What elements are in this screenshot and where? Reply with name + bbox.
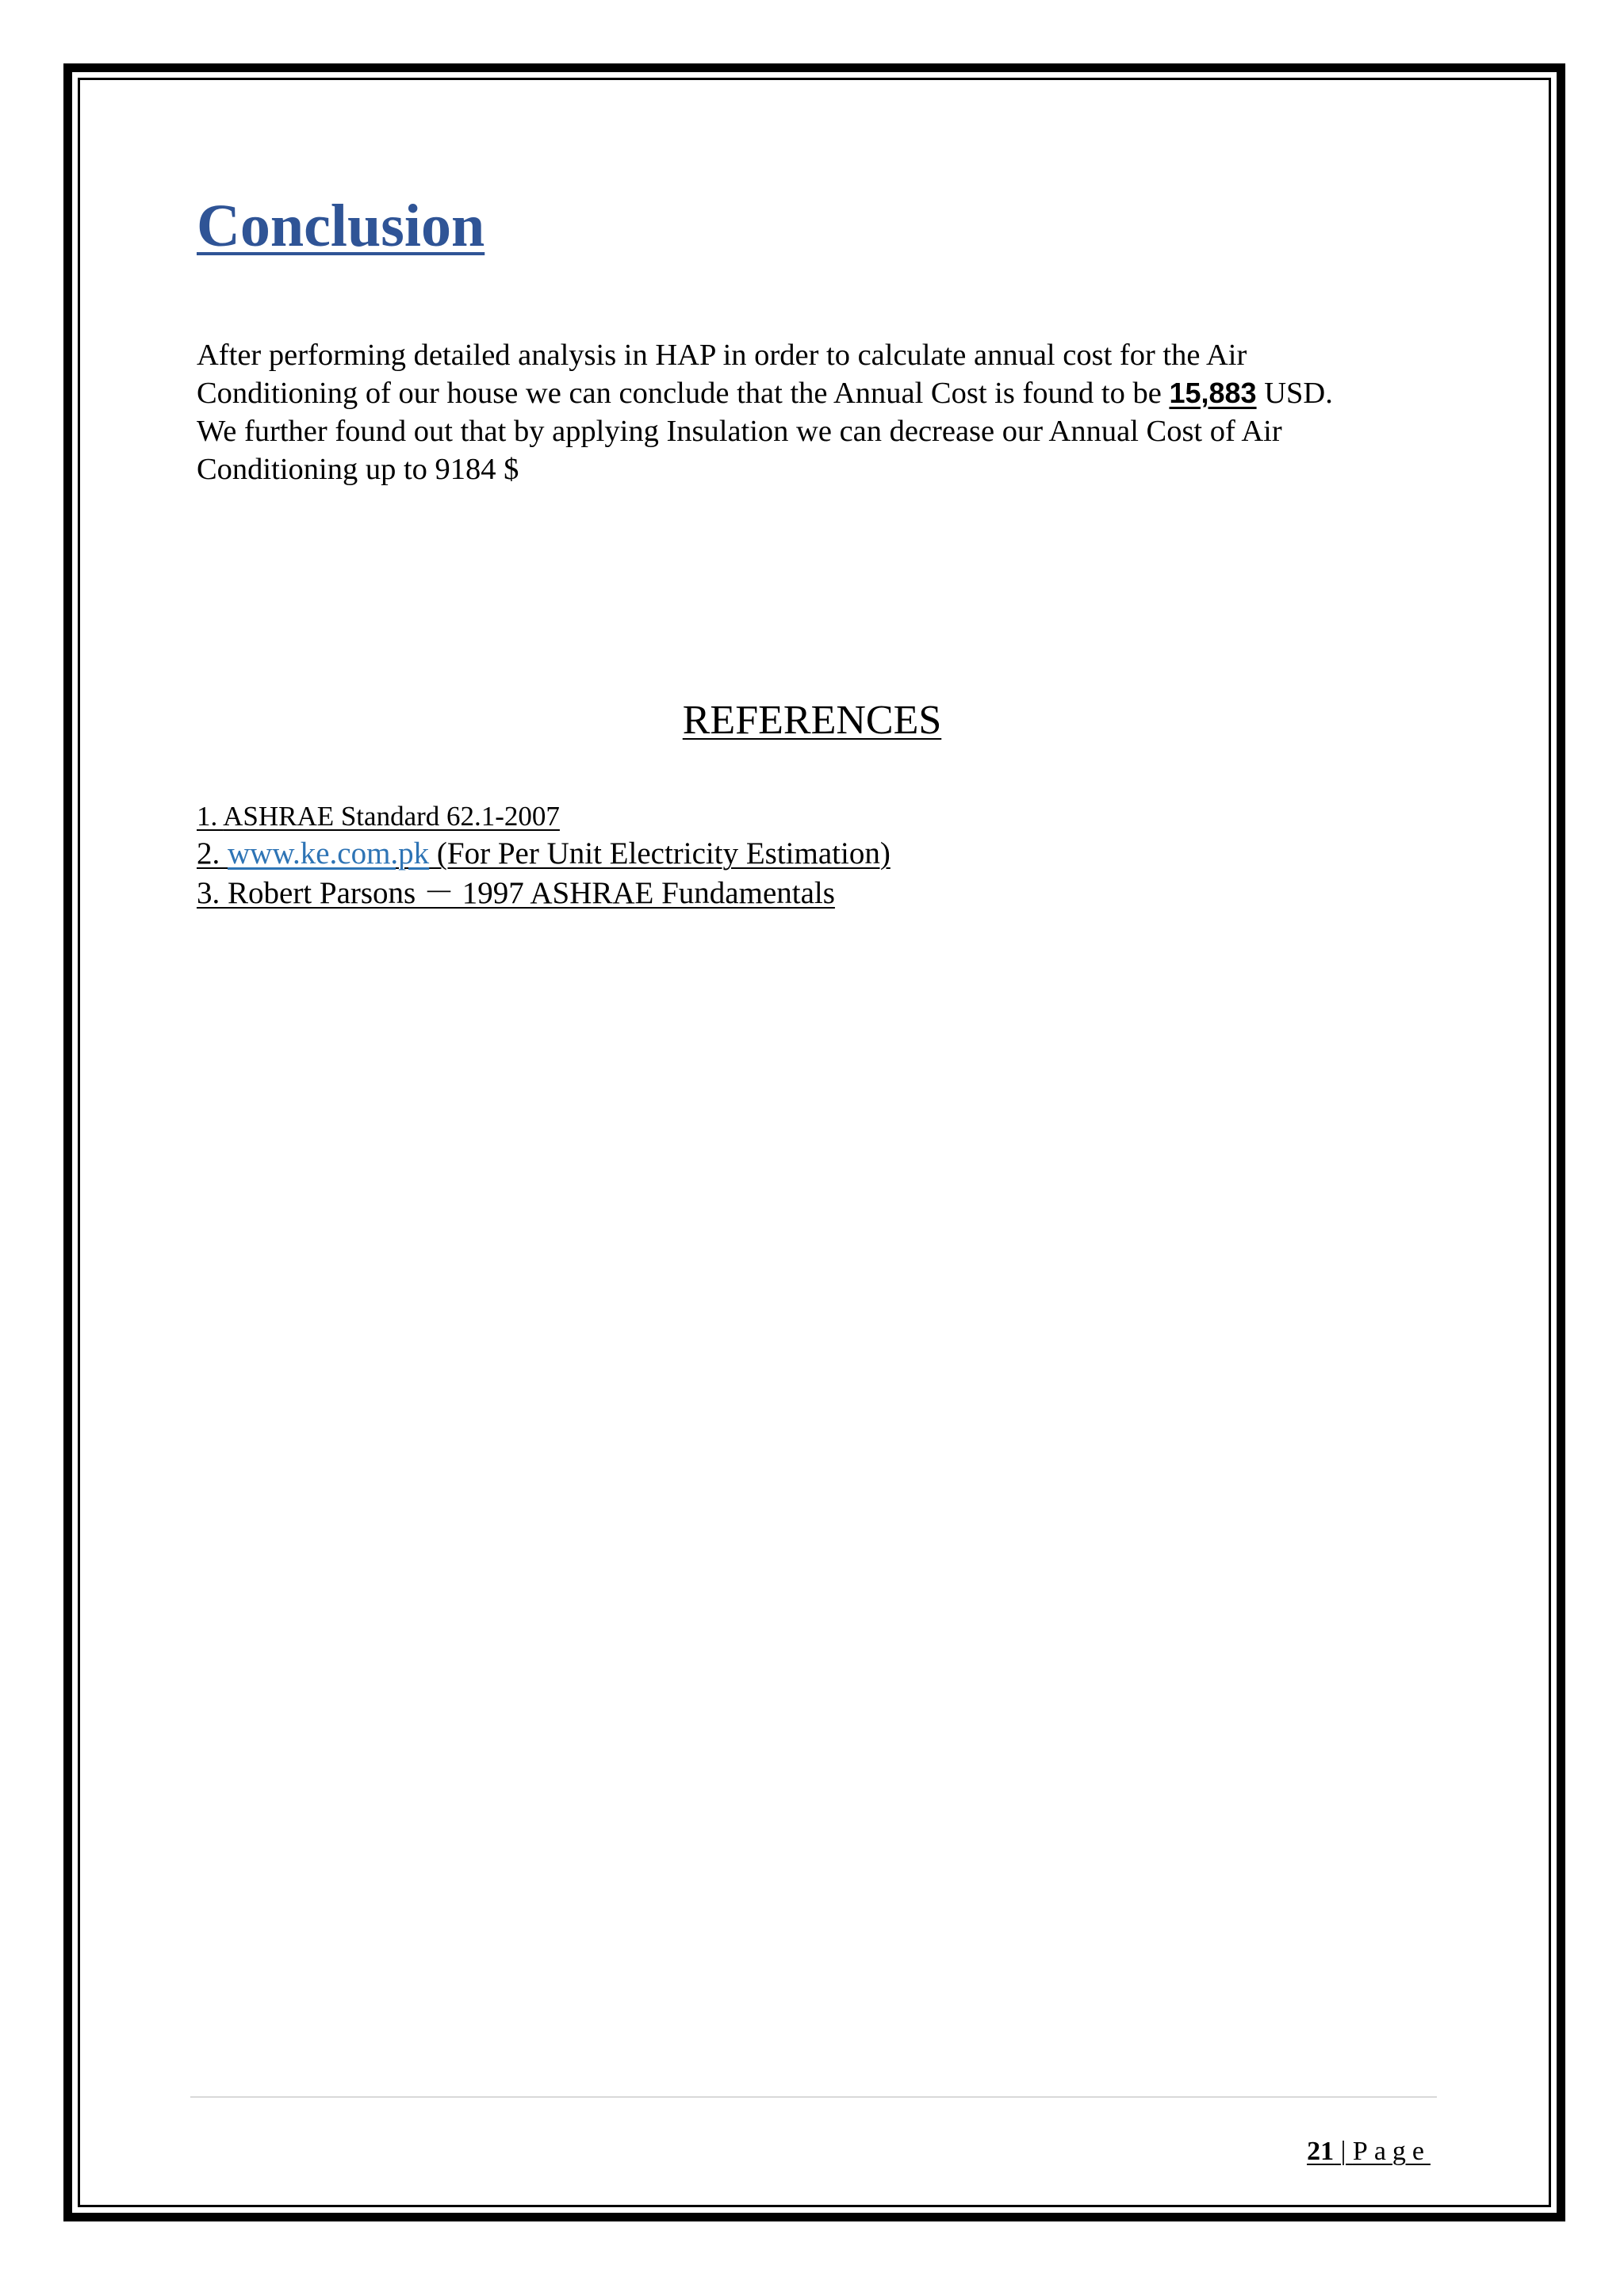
footer-divider bbox=[190, 2096, 1437, 2098]
references-list bbox=[197, 799, 891, 913]
reference-number-1: 1. bbox=[197, 801, 224, 832]
reference-number-2: 2. bbox=[197, 836, 228, 871]
conclusion-line-1: After performing detailed analysis in HAP in order to calculate annual cost for the Air bbox=[197, 339, 1247, 372]
conclusion-line-3: We further found out that by applying Insulation we can decrease our Annual Cost of Air bbox=[197, 415, 1282, 448]
references-heading: REFERENCES bbox=[682, 698, 942, 743]
page-label: Page bbox=[1352, 2137, 1431, 2166]
reference-text-1: ASHRAE Standard 62.1-2007 bbox=[223, 801, 560, 832]
reference-number-3: 3. bbox=[197, 876, 228, 910]
annual-cost-value: 15,883 bbox=[1169, 377, 1257, 409]
annual-cost-unit: USD. bbox=[1256, 377, 1333, 410]
reference-text-2: (For Per Unit Electricity Estimation) bbox=[429, 836, 891, 871]
conclusion-line-2 bbox=[197, 374, 1450, 412]
page-number: 21 bbox=[1307, 2137, 1335, 2166]
conclusion-line-4: Conditioning up to 9184 $ bbox=[197, 453, 519, 486]
conclusion-heading: Conclusion bbox=[197, 193, 485, 259]
conclusion-line-2-text: Conditioning of our house we can conclude that the Annual Cost is found to be bbox=[197, 377, 1170, 410]
reference-item-2 bbox=[197, 834, 891, 874]
reference-item-1 bbox=[197, 799, 891, 834]
reference-item-3 bbox=[197, 874, 891, 913]
footer-separator: | bbox=[1334, 2137, 1353, 2166]
reference-link-ke[interactable]: www.ke.com.pk bbox=[228, 836, 430, 871]
conclusion-paragraph bbox=[197, 336, 1450, 488]
page-footer bbox=[1307, 2136, 1431, 2168]
reference-text-3: Robert Parsons － 1997 ASHRAE Fundamentals bbox=[228, 876, 835, 910]
